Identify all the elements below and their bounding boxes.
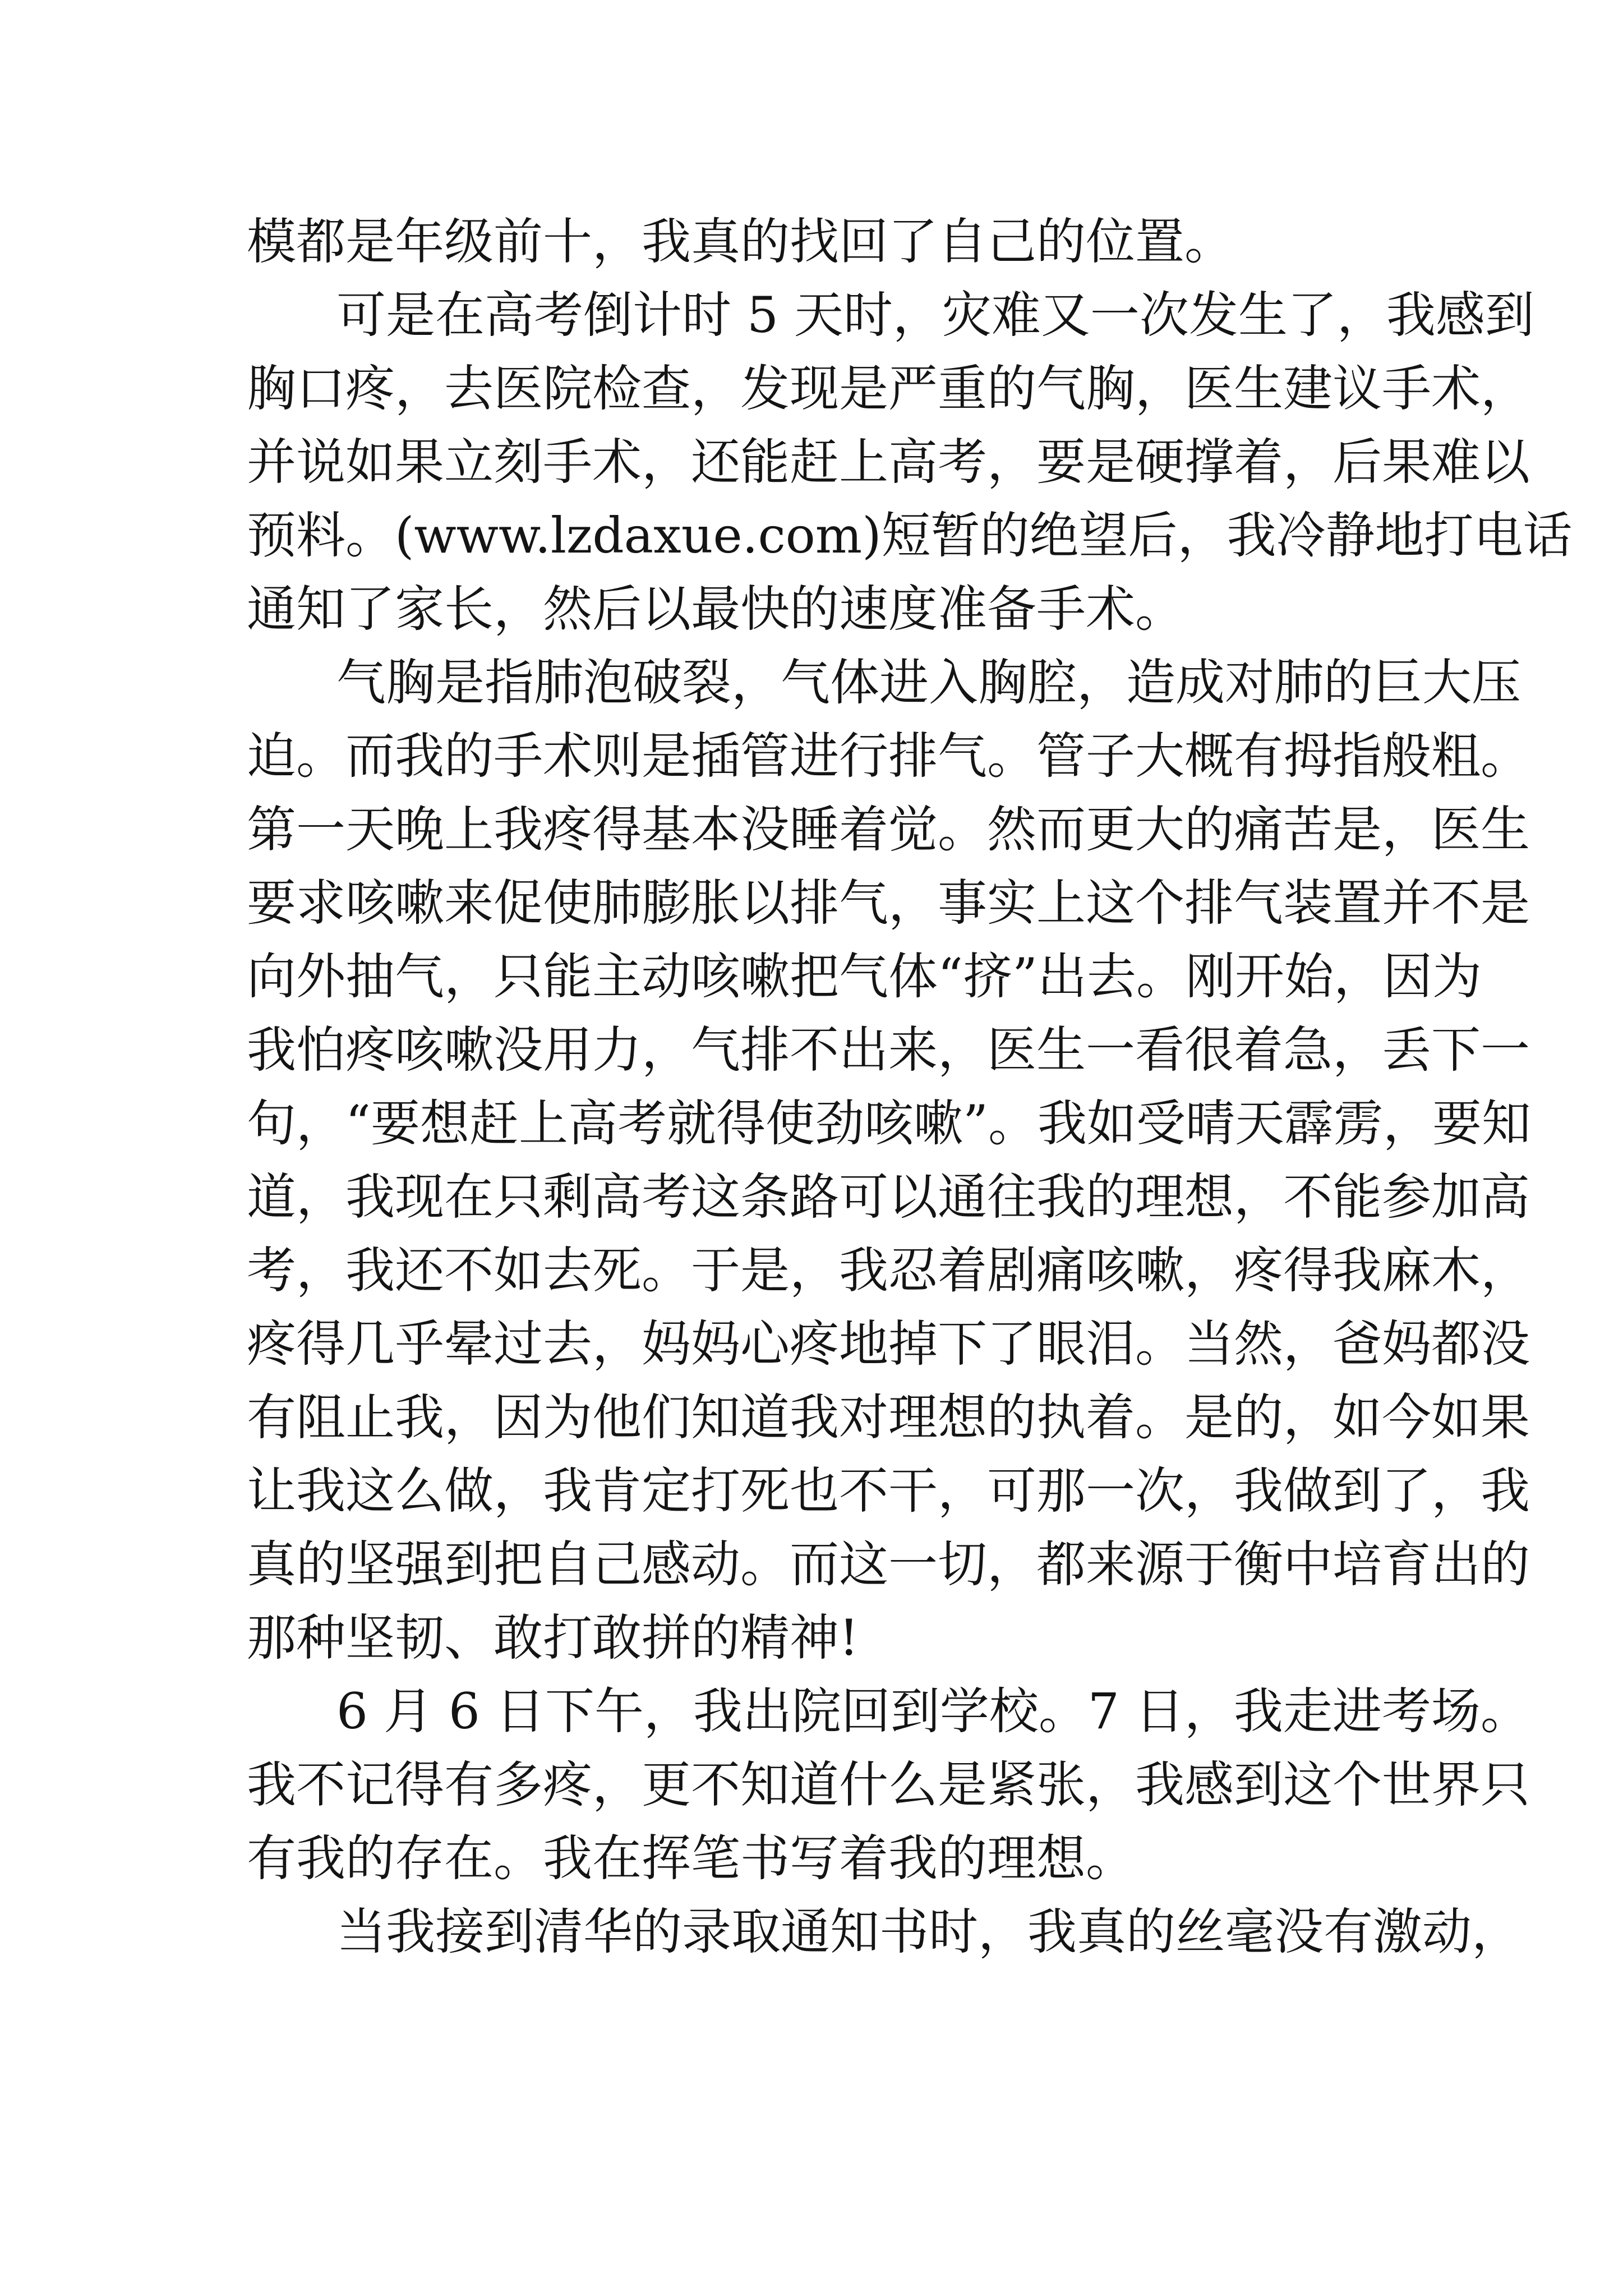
- text-line: 迫。而我的手术则是插管进行排气。管子大概有拇指般粗。: [247, 727, 1530, 785]
- text-line: 让我这么做，我肯定打死也不干，可那一次，我做到了，我: [247, 1462, 1530, 1520]
- text-line: 有我的存在。我在挥笔书写着我的理想。: [247, 1829, 1136, 1887]
- text-line: 并说如果立刻手术，还能赶上高考，要是硬撑着，后果难以: [247, 433, 1530, 491]
- text-line: 胸口疼，去医院检查，发现是严重的气胸，医生建议手术，: [247, 360, 1530, 417]
- text-line: 我不记得有多疼，更不知道什么是紧张，我感到这个世界只: [247, 1756, 1530, 1814]
- text-line: 有阻止我，因为他们知道我对理想的执着。是的，如今如果: [247, 1388, 1530, 1446]
- text-line: 我怕疼咳嗽没用力，气排不出来，医生一看很着急，丢下一: [247, 1021, 1530, 1079]
- text-line: 考，我还不如去死。于是，我忍着剧痛咳嗽，疼得我麻木，: [247, 1241, 1530, 1299]
- text-line: 第一天晚上我疼得基本没睡着觉。然而更大的痛苦是，医生: [247, 800, 1530, 858]
- text-line: 要求咳嗽来促使肺膨胀以排气，事实上这个排气装置并不是: [247, 874, 1530, 932]
- paragraph-first-line: 6 月 6 日下午，我出院回到学校。7 日，我走进考场。: [336, 1682, 1530, 1740]
- text-line: 疼得几乎晕过去，妈妈心疼地掉下了眼泪。当然，爸妈都没: [247, 1315, 1530, 1373]
- paragraph-first-line: 当我接到清华的录取通知书时，我真的丝毫没有激动，: [336, 1903, 1521, 1961]
- body-text: [247, 205, 1573, 1968]
- text-line: 通知了家长，然后以最快的速度准备手术。: [247, 580, 1185, 638]
- paragraph-first-line: 气胸是指肺泡破裂，气体进入胸腔，造成对肺的巨大压: [336, 654, 1521, 711]
- text-line: 道，我现在只剩高考这条路可以通往我的理想，不能参加高: [247, 1168, 1530, 1226]
- text-line: 模都是年级前十，我真的找回了自己的位置。: [247, 213, 1234, 270]
- text-line: 向外抽气，只能主动咳嗽把气体“挤”出去。刚开始，因为: [247, 947, 1482, 1005]
- text-line: 句，“要想赶上高考就得使劲咳嗽”。我如受晴天霹雳，要知: [247, 1094, 1531, 1152]
- text-line: 那种坚韧、敢打敢拼的精神!: [247, 1609, 859, 1667]
- paragraph-first-line: 可是在高考倒计时 5 天时，灾难又一次发生了，我感到: [336, 286, 1534, 344]
- text-line: 预料。(www.lzdaxue.com)短暂的绝望后，我冷静地打电话: [247, 507, 1573, 564]
- text-line: 真的坚强到把自己感动。而这一切，都来源于衡中培育出的: [247, 1535, 1530, 1593]
